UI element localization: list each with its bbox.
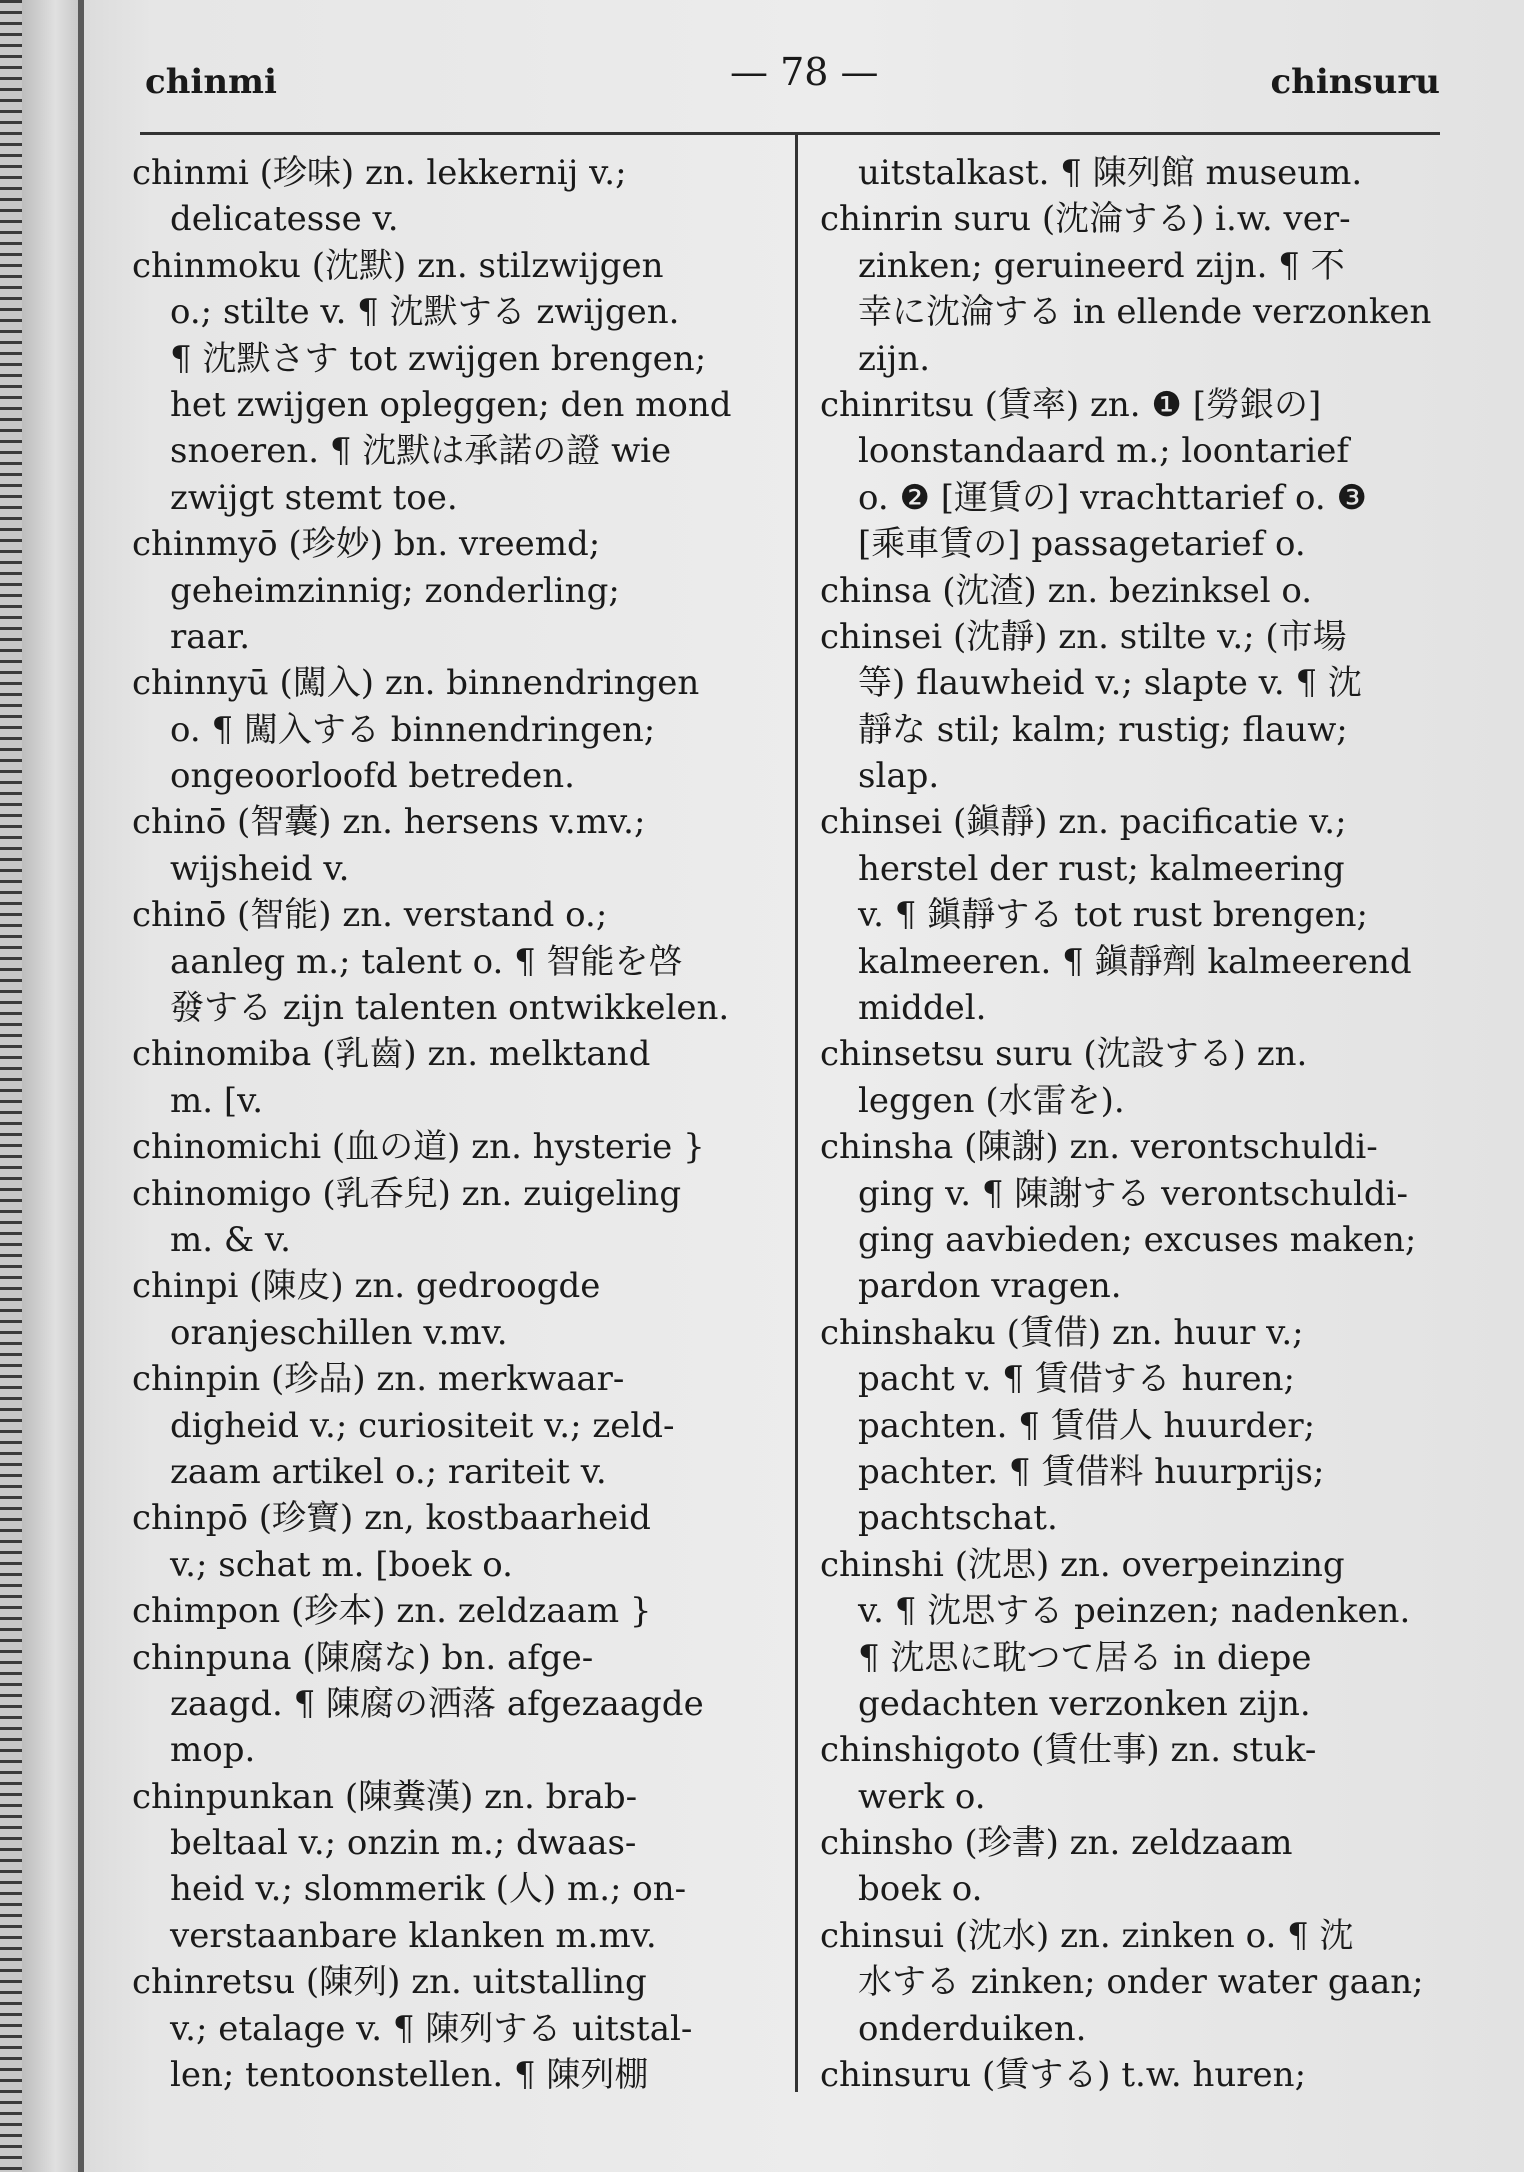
- entry-line: chinpin (珍品) zn. merkwaar-: [132, 1359, 625, 1400]
- entry-line: kalmeeren. ¶ 鎭靜劑 kalmeerend: [858, 941, 1412, 982]
- entry-line: chinpi (陳皮) zn. gedroogde: [132, 1266, 601, 1307]
- entry-line: chimpon (珍本) zn. zeldzaam }: [132, 1591, 652, 1632]
- entry-line: chinshi (沈思) zn. overpeinzing: [820, 1544, 1345, 1585]
- entry-line: herstel der rust; kalmeering: [858, 848, 1345, 889]
- entry-line: uitstalkast. ¶ 陳列館 museum.: [858, 153, 1363, 193]
- entry-line: geheimzinnig; zonderling;: [170, 570, 620, 611]
- entry-line: delicatesse v.: [170, 199, 399, 240]
- entry-line: mop.: [170, 1730, 256, 1771]
- entry-line: chinomichi (血の道) zn. hysterie }: [132, 1127, 705, 1168]
- entry-line: chinnyū (闖入) zn. binnendringen: [132, 663, 700, 704]
- entry-line: chinō (智能) zn. verstand o.;: [132, 895, 608, 936]
- entry-line: chinpunkan (陳糞漢) zn. brab-: [132, 1776, 638, 1817]
- entry-line: zaagd. ¶ 陳腐の洒落 afgezaagde: [170, 1683, 704, 1724]
- entry-line: 幸に沈淪する in ellende verzonken: [858, 292, 1432, 333]
- entry-line: len; tentoonstellen. ¶ 陳列棚: [170, 2055, 649, 2096]
- entry-line: digheid v.; curiositeit v.; zeld-: [170, 1405, 675, 1446]
- entry-line: beltaal v.; onzin m.; dwaas-: [170, 1823, 637, 1864]
- entry-line: chinpuna (陳腐な) bn. afge-: [132, 1637, 594, 1678]
- entry-line: aanleg m.; talent o. ¶ 智能を啓: [170, 941, 683, 982]
- entry-line: ¶ 沈默さす tot zwijgen brengen;: [170, 338, 707, 379]
- entry-line: chinsuru (賃する) t.w. huren;: [820, 2055, 1307, 2096]
- column-divider: [795, 132, 798, 2092]
- entry-line: chinretsu (陳列) zn. uitstalling: [132, 1962, 647, 2003]
- entry-line: 發する zijn talenten ontwikkelen.: [170, 988, 730, 1029]
- entry-line: m. [v.: [170, 1080, 264, 1121]
- entry-line: pacht v. ¶ 賃借する huren;: [858, 1359, 1296, 1400]
- entry-line: oranjeschillen v.mv.: [170, 1312, 508, 1353]
- entry-line: verstaanbare klanken m.mv.: [170, 1915, 657, 1956]
- entry-line: m. & v.: [170, 1219, 291, 1260]
- entry-line: pachten. ¶ 賃借人 huurder;: [858, 1405, 1316, 1446]
- entry-line: leggen (水雷を).: [858, 1080, 1125, 1121]
- entry-line: chinsei (沈靜) zn. stilte v.; (市場: [820, 616, 1347, 657]
- entry-line: chinsei (鎭靜) zn. pacificatie v.;: [820, 802, 1347, 843]
- entry-line: zwijgt stemt toe.: [170, 477, 458, 518]
- entry-line: slap.: [858, 756, 940, 797]
- entry-line: o.; stilte v. ¶ 沈默する zwijgen.: [170, 292, 680, 333]
- page-header: [140, 50, 1440, 110]
- entry-line: gedachten verzonken zijn.: [858, 1683, 1311, 1724]
- right-column: [820, 150, 1456, 2098]
- entry-line: zinken; geruineerd zijn. ¶ 不: [858, 245, 1345, 286]
- entry-line: chinshaku (賃借) zn. huur v.;: [820, 1312, 1304, 1353]
- entry-line: ging aavbieden; excuses maken;: [858, 1219, 1417, 1260]
- entry-line: o. ¶ 闖入する binnendringen;: [170, 709, 656, 750]
- entry-line: ongeoorloofd betreden.: [170, 756, 575, 797]
- right-guide-word: chinsuru: [1270, 62, 1440, 102]
- left-column: [132, 150, 768, 2098]
- entry-line: het zwijgen opleggen; den mond: [170, 384, 732, 425]
- entry-line: chinō (智囊) zn. hersens v.mv.;: [132, 802, 646, 843]
- entry-line: 等) flauwheid v.; slapte v. ¶ 沈: [858, 663, 1362, 704]
- entry-line: chinrin suru (沈淪する) i.w. ver-: [820, 199, 1351, 240]
- entry-line: zaam artikel o.; rariteit v.: [170, 1451, 607, 1492]
- entry-line: chinsui (沈水) zn. zinken o. ¶ 沈: [820, 1915, 1354, 1956]
- entry-line: chinsa (沈渣) zn. bezinksel o.: [820, 570, 1313, 611]
- page-number: — 78 —: [730, 50, 879, 94]
- entry-line: 水する zinken; onder water gaan;: [858, 1962, 1424, 2003]
- entry-line: middel.: [858, 988, 987, 1029]
- entry-line: zijn.: [858, 338, 931, 379]
- entry-line: ¶ 沈思に耽つて居る in diepe: [858, 1637, 1312, 1678]
- entry-line: loonstandaard m.; loontarief: [858, 431, 1349, 472]
- entry-line: snoeren. ¶ 沈默は承諾の證 wie: [170, 431, 672, 472]
- entry-line: pardon vragen.: [858, 1266, 1122, 1307]
- entry-line: heid v.; slommerik (人) m.; on-: [170, 1869, 687, 1910]
- entry-line: chinsetsu suru (沈設する) zn.: [820, 1034, 1308, 1075]
- entry-line: raar.: [170, 616, 251, 657]
- entry-line: werk o.: [858, 1776, 986, 1817]
- entry-line: v. ¶ 鎭靜する tot rust brengen;: [858, 895, 1368, 936]
- entry-line: ging v. ¶ 陳謝する verontschuldi-: [858, 1173, 1409, 1214]
- entry-line: [乘車賃の] passagetarief o.: [858, 524, 1306, 565]
- entry-line: v. ¶ 沈思する peinzen; nadenken.: [858, 1591, 1411, 1632]
- entry-line: o. ❷ [運賃の] vrachttarief o. ❸: [858, 477, 1367, 518]
- entry-line: chinsho (珍書) zn. zeldzaam: [820, 1823, 1293, 1864]
- entry-line: chinshigoto (賃仕事) zn. stuk-: [820, 1730, 1317, 1771]
- entry-line: chinmi (珍味) zn. lekkernij v.;: [132, 153, 627, 193]
- entry-line: v.; etalage v. ¶ 陳列する uitstal-: [170, 2008, 693, 2049]
- entry-line: chinomiba (乳齒) zn. melktand: [132, 1034, 651, 1075]
- entry-line: chinpō (珍寶) zn, kostbaarheid: [132, 1498, 651, 1539]
- left-guide-word: chinmi: [145, 62, 277, 102]
- entry-line: chinomigo (乳呑兒) zn. zuigeling: [132, 1173, 682, 1214]
- entry-line: chinmoku (沈默) zn. stilzwijgen: [132, 245, 664, 286]
- entry-line: chinmyō (珍妙) bn. vreemd;: [132, 524, 601, 565]
- entry-line: wijsheid v.: [170, 848, 350, 889]
- entry-line: chinsha (陳謝) zn. verontschuldi-: [820, 1127, 1378, 1168]
- entry-line: 靜な stil; kalm; rustig; flauw;: [858, 709, 1348, 750]
- entry-line: chinritsu (賃率) zn. ❶ [勞銀の]: [820, 384, 1322, 425]
- entry-line: v.; schat m. [boek o.: [170, 1544, 513, 1585]
- entry-line: pachter. ¶ 賃借料 huurprijs;: [858, 1451, 1325, 1492]
- measuring-ruler: [0, 0, 84, 2172]
- entry-line: pachtschat.: [858, 1498, 1058, 1539]
- entry-line: onderduiken.: [858, 2008, 1087, 2049]
- entry-line: boek o.: [858, 1869, 983, 1910]
- header-rule: [140, 132, 1440, 135]
